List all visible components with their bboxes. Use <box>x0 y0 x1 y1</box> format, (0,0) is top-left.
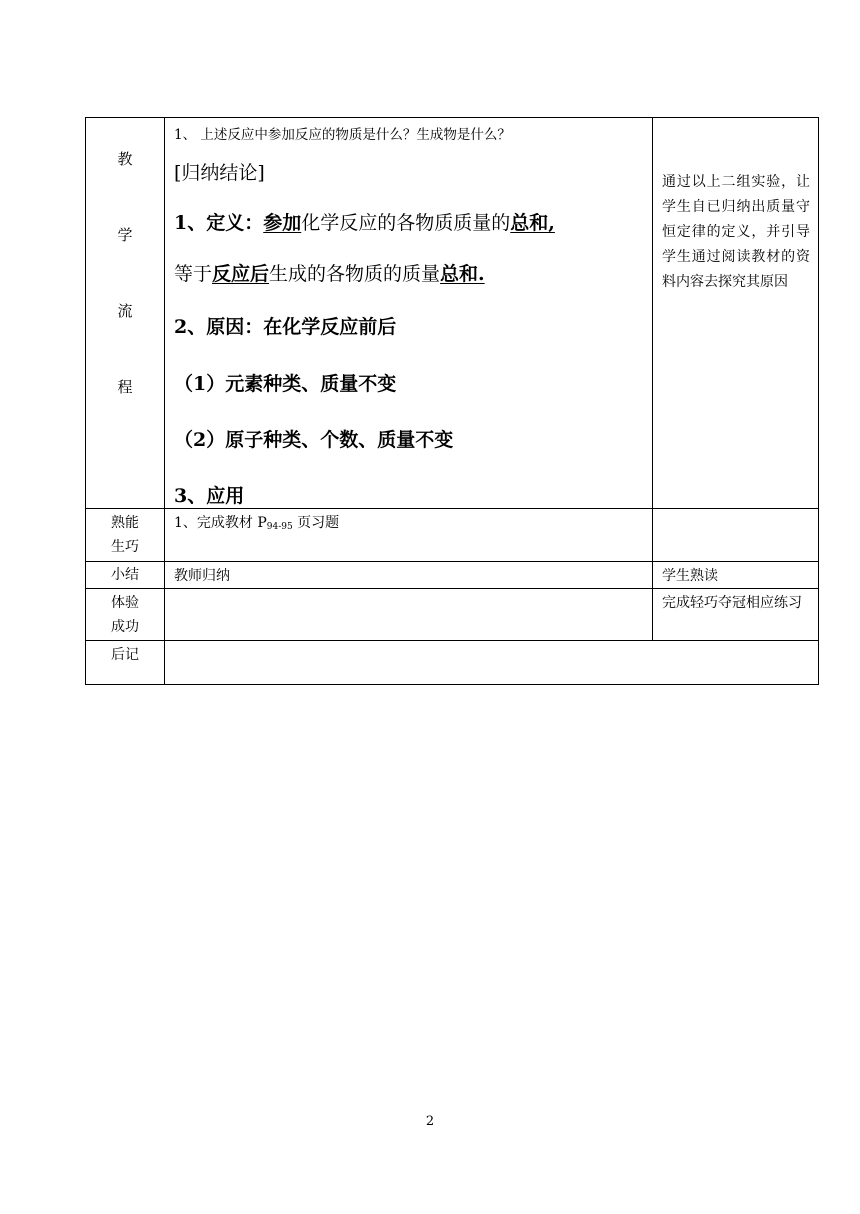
teaching-note: 通过以上二组实验，让学生自已归纳出质量守恒定律的定义，并引导学生通过阅读教材的资料内容去探究其原因 <box>662 174 810 290</box>
success-label-cell <box>86 589 165 641</box>
conclusion-heading: [归纳结论] <box>174 162 265 184</box>
practice-label-2: 生巧 <box>111 539 139 555</box>
reason-item-1: （1）元素种类、质量不变 <box>174 373 397 395</box>
definition-line-1 <box>165 208 652 235</box>
definition-key-3: 反应后 <box>212 263 270 285</box>
practice-content-post: 页习题 <box>292 515 340 531</box>
definition-text-1: 化学反应的各物质质量的 <box>301 212 511 234</box>
stage-char: 学 <box>117 226 133 244</box>
postscript-content-cell <box>165 641 819 685</box>
lesson-plan-table <box>85 117 819 685</box>
definition-prefix: 1、定义： <box>174 212 264 234</box>
practice-label-cell <box>86 509 165 562</box>
definition-line-2 <box>165 259 652 286</box>
success-content-cell <box>165 589 653 641</box>
application-heading: 3、应用 <box>174 485 245 507</box>
reason-heading: 2、原因：在化学反应前后 <box>174 316 397 338</box>
practice-content-cell <box>165 509 653 562</box>
success-label-1: 体验 <box>111 595 139 611</box>
postscript-label: 后记 <box>86 641 165 685</box>
stage-label-cell <box>86 118 165 509</box>
success-row <box>86 589 819 641</box>
question-text: 1、 上述反应中参加反应的物质是什么？生成物是什么？ <box>174 127 511 143</box>
practice-row <box>86 509 819 562</box>
definition-text-2a: 等于 <box>174 263 213 285</box>
definition-key-2: 总和, <box>510 212 555 234</box>
summary-row <box>86 562 819 589</box>
success-note: 完成轻巧夺冠相应练习 <box>653 589 819 641</box>
practice-label-1: 熟能 <box>111 515 139 531</box>
summary-teacher: 教师归纳 <box>165 562 653 589</box>
reason-item-2: （2）原子种类、个数、质量不变 <box>174 429 454 451</box>
stage-char: 程 <box>117 378 133 396</box>
stage-char: 流 <box>117 302 133 320</box>
definition-key-1: 参加 <box>263 212 302 234</box>
summary-student: 学生熟读 <box>653 562 819 589</box>
practice-content-pre: 1、完成教材 P <box>174 515 267 531</box>
practice-content-sub: 94-95 <box>266 522 293 532</box>
page-number: 2 <box>425 1114 435 1129</box>
teaching-note-cell <box>653 118 819 509</box>
teaching-flow-row <box>86 118 819 509</box>
postscript-row <box>86 641 819 685</box>
definition-key-4: 总和. <box>440 263 485 285</box>
teaching-content-cell <box>165 118 653 509</box>
practice-note-cell <box>653 509 819 562</box>
stage-char: 教 <box>117 150 133 168</box>
summary-label: 小结 <box>86 562 165 589</box>
success-label-2: 成功 <box>111 619 139 635</box>
definition-text-2b: 生成的各物质的质量 <box>269 263 441 285</box>
